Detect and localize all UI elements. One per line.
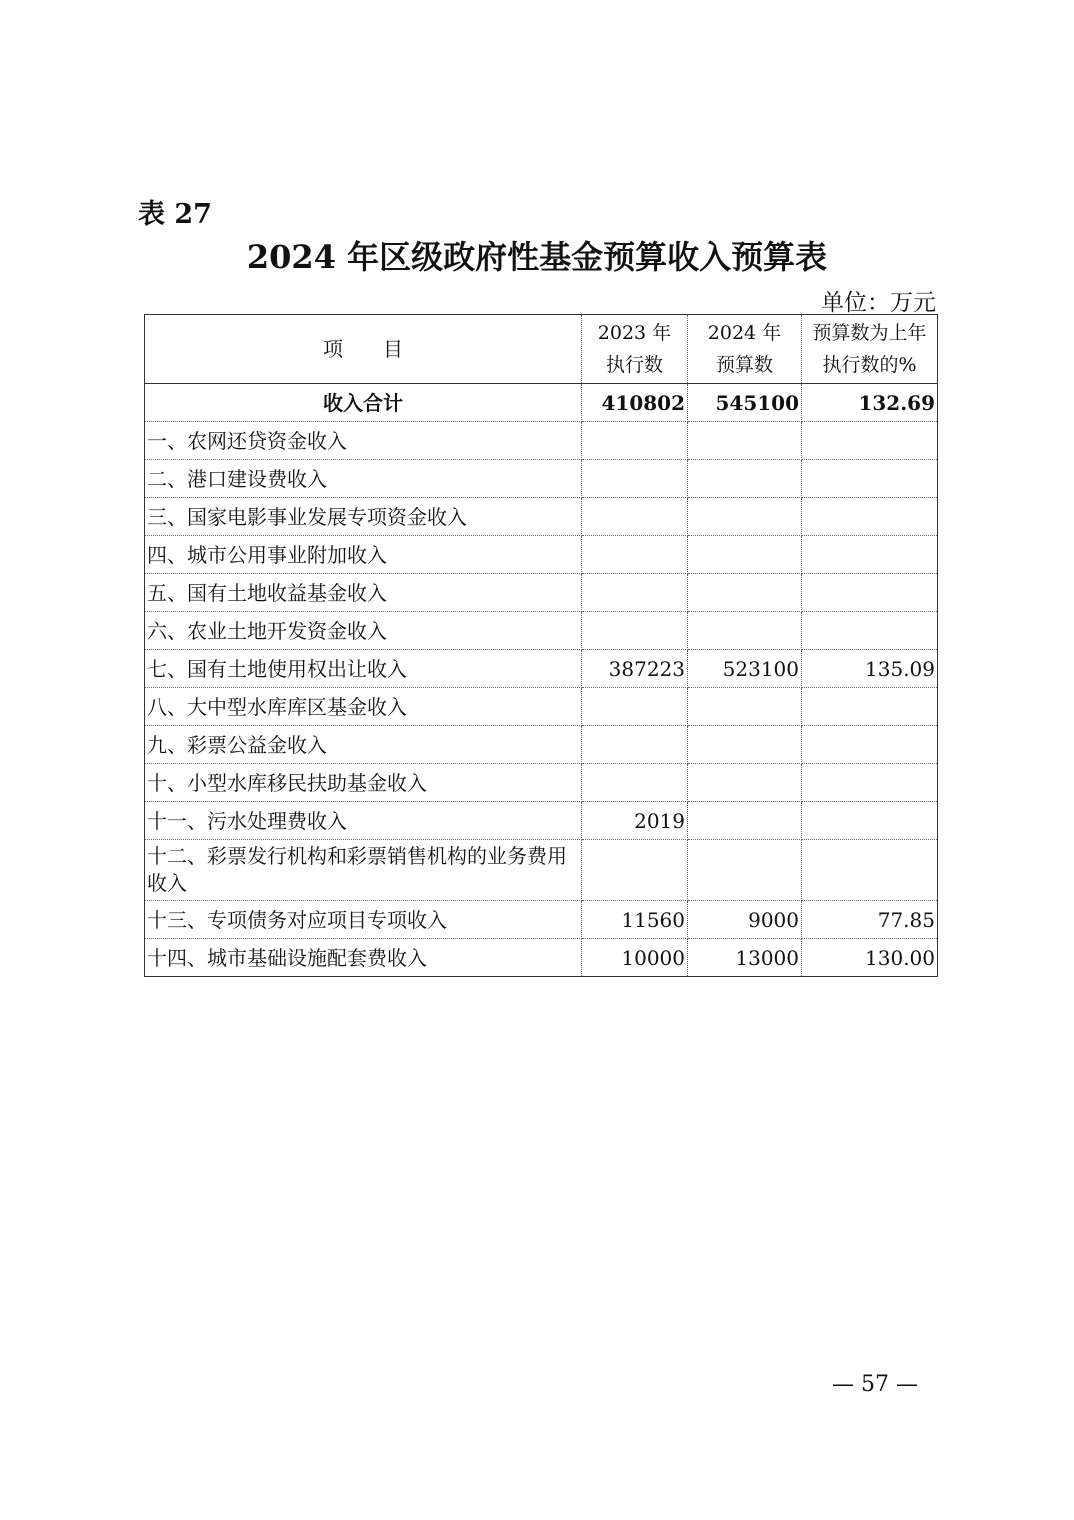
row-2024 (688, 726, 802, 764)
table-row (145, 901, 938, 939)
table-row (145, 764, 938, 802)
row-pct (802, 536, 938, 574)
row-2023 (582, 726, 688, 764)
table-row (145, 726, 938, 764)
table-row (145, 802, 938, 840)
row-pct (802, 802, 938, 840)
row-2024: 523100 (688, 650, 802, 688)
table-row (145, 498, 938, 536)
row-2024 (688, 498, 802, 536)
table-row (145, 939, 938, 977)
row-2023 (582, 536, 688, 574)
table-row (145, 422, 938, 460)
table-label: 表 27 (138, 199, 212, 230)
row-2023 (582, 422, 688, 460)
table-row (145, 536, 938, 574)
row-2024 (688, 612, 802, 650)
table-row (145, 574, 938, 612)
row-2024 (688, 802, 802, 840)
row-pct (802, 422, 938, 460)
table-header-row (145, 315, 938, 384)
row-pct (802, 498, 938, 536)
row-2023 (582, 460, 688, 498)
row-2023: 11560 (582, 901, 688, 939)
row-label: 六、农业土地开发资金收入 (145, 612, 582, 650)
table-row (145, 688, 938, 726)
row-2023 (582, 612, 688, 650)
row-label: 九、彩票公益金收入 (145, 726, 582, 764)
row-pct: 135.09 (802, 650, 938, 688)
budget-table (144, 314, 938, 977)
row-label: 十一、污水处理费收入 (145, 802, 582, 840)
row-label: 二、港口建设费收入 (145, 460, 582, 498)
header-2023-line2: 执行数 (605, 354, 663, 376)
header-item: 项 目 (145, 315, 582, 384)
row-pct: 77.85 (802, 901, 938, 939)
total-2024: 545100 (688, 384, 802, 422)
row-2024 (688, 840, 802, 901)
row-label: 十三、专项债务对应项目专项收入 (145, 901, 582, 939)
row-2024 (688, 460, 802, 498)
row-2023 (582, 840, 688, 901)
row-pct (802, 840, 938, 901)
table-row (145, 612, 938, 650)
row-label: 十、小型水库移民扶助基金收入 (145, 764, 582, 802)
row-label: 五、国有土地收益基金收入 (145, 574, 582, 612)
header-2023-line1: 2023 年 (597, 322, 672, 344)
unit-label: 单位：万元 (821, 290, 936, 316)
row-pct (802, 726, 938, 764)
total-row (145, 384, 938, 422)
row-2024: 13000 (688, 939, 802, 977)
header-2023 (582, 315, 688, 384)
row-2023: 2019 (582, 802, 688, 840)
row-2023: 387223 (582, 650, 688, 688)
row-pct: 130.00 (802, 939, 938, 977)
row-pct (802, 460, 938, 498)
table-row (145, 460, 938, 498)
row-2024 (688, 536, 802, 574)
row-pct (802, 764, 938, 802)
total-label: 收入合计 (145, 384, 582, 422)
row-pct (802, 574, 938, 612)
page-title: 2024 年区级政府性基金预算收入预算表 (246, 238, 828, 276)
row-pct (802, 612, 938, 650)
row-label: 一、农网还贷资金收入 (145, 422, 582, 460)
header-2024-line2: 预算数 (715, 354, 773, 376)
page-number: — 57 — (832, 1372, 918, 1397)
row-pct (802, 688, 938, 726)
table-row (145, 840, 938, 901)
row-2023 (582, 688, 688, 726)
row-2023 (582, 574, 688, 612)
row-2024 (688, 574, 802, 612)
row-2024 (688, 688, 802, 726)
row-2023 (582, 498, 688, 536)
row-2024 (688, 422, 802, 460)
header-pct-line2: 执行数的% (822, 354, 917, 376)
row-label: 七、国有土地使用权出让收入 (145, 650, 582, 688)
row-label: 四、城市公用事业附加收入 (145, 536, 582, 574)
header-2024 (688, 315, 802, 384)
total-2023: 410802 (582, 384, 688, 422)
row-2023 (582, 764, 688, 802)
header-2024-line1: 2024 年 (707, 322, 782, 344)
row-label: 八、大中型水库库区基金收入 (145, 688, 582, 726)
total-pct: 132.69 (802, 384, 938, 422)
row-2024 (688, 764, 802, 802)
row-2024: 9000 (688, 901, 802, 939)
row-label: 十四、城市基础设施配套费收入 (145, 939, 582, 977)
row-2023: 10000 (582, 939, 688, 977)
row-label: 三、国家电影事业发展专项资金收入 (145, 498, 582, 536)
row-label: 十二、彩票发行机构和彩票销售机构的业务费用收入 (145, 840, 582, 901)
header-pct (802, 315, 938, 384)
table-row (145, 650, 938, 688)
header-pct-line1: 预算数为上年 (812, 322, 927, 344)
